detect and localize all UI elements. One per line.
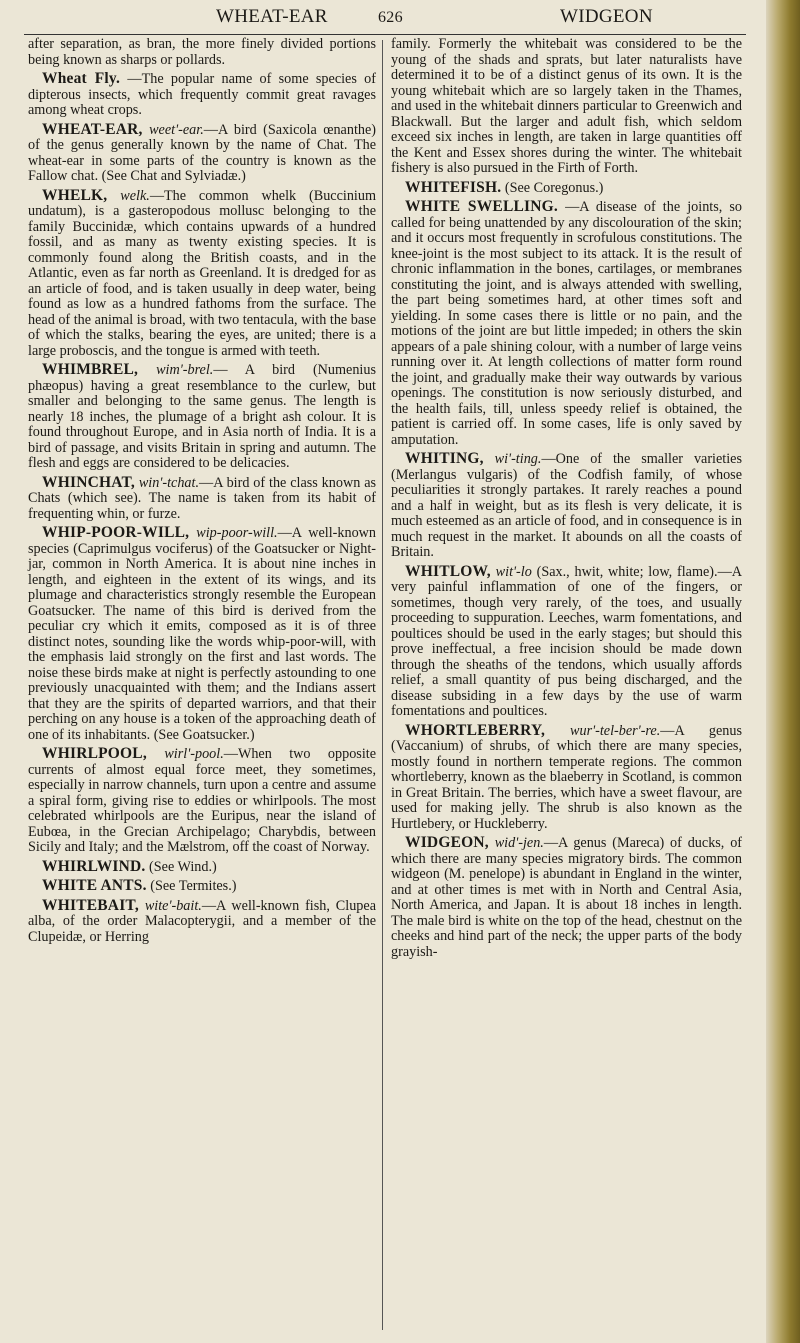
- entry-headword: Wheat Fly.: [42, 70, 121, 87]
- dictionary-entry: [391, 199, 742, 448]
- dictionary-entry: [28, 878, 376, 895]
- left-column: [28, 37, 376, 948]
- page-number: 626: [378, 9, 403, 26]
- entry-pronunciation: win'-tchat.: [138, 474, 200, 491]
- entry-text: —One of the smaller varieties (Merlangus vulgaris) of the Codfish family, of whose peculiarities it strongly partakes. It rarely reaches a pound and a half in weight, but as its flesh is very delicate, it is much esteemed as an article of food, and in consequence is in much request in the market. It abounds on all the coasts of Britain.: [391, 451, 743, 560]
- entry-headword: WHEAT-EAR,: [42, 120, 143, 138]
- entry-text: (See Wind.): [149, 858, 217, 875]
- entry-headword: WHIMBREL,: [42, 361, 139, 378]
- dictionary-entry: [28, 898, 376, 946]
- entry-headword: WHITEBAIT,: [42, 896, 139, 914]
- entry-text: after separation, as bran, the more finely divided portions being known as sharps or pollards.: [28, 36, 376, 68]
- dictionary-entry: [28, 71, 376, 119]
- entry-pronunciation: welk.: [120, 187, 150, 204]
- entry-headword: WHIRLWIND.: [42, 857, 146, 875]
- entry-pronunciation: wirl'-pool.: [164, 746, 224, 762]
- dictionary-entry: [391, 835, 742, 960]
- entry-text: (See Coregonus.): [504, 179, 604, 196]
- dictionary-entry: [391, 37, 742, 177]
- dictionary-entry: [28, 362, 376, 472]
- dictionary-entry: [391, 180, 742, 197]
- entry-text: —A well-known fish, Clupea alba, of the order Malacopterygii, and a member of the Clupeidæ, or Herring: [28, 897, 376, 945]
- running-head-right: WIDGEON: [560, 6, 653, 27]
- right-column: [391, 37, 742, 963]
- dictionary-entry: [391, 564, 742, 720]
- entry-pronunciation: wit'-lo: [495, 563, 532, 580]
- running-head-left: WHEAT-EAR: [216, 6, 328, 27]
- entry-headword: WHITE SWELLING.: [405, 198, 558, 215]
- entry-text: —A bird of the class known as Chats (which see). The name is taken from its habit of frequenting whin, or furze.: [28, 474, 377, 522]
- entry-text: —When two opposite currents of almost equal force meet, they sometimes, especially in narrow channels, turn upon a centre and assume a spiral form, giving rise to eddies or whirlpools. The most celebrated whirlpools are the Euripus, near the island of Eubœa, in the Grecian Archipelago; Charybdis, between Sicily and Italy; and the Mælstrom, off the coast of Norway.: [28, 746, 377, 855]
- entry-text: —The popular name of some species of dipterous insects, which frequently commit great ravages among wheat crops.: [28, 71, 376, 118]
- entry-pronunciation: wi'-ting.: [494, 451, 542, 467]
- dictionary-entry: [28, 859, 376, 876]
- page-edge: [766, 0, 800, 1343]
- entry-pronunciation: wim'-brel.: [156, 362, 214, 378]
- entry-pronunciation: wur'-tel-ber'-re.: [570, 722, 661, 739]
- entry-text: (See Termites.): [150, 878, 237, 894]
- entry-pronunciation: wite'-bait.: [144, 897, 202, 914]
- entry-text: — A bird (Numenius phæopus) having a great resemblance to the curlew, but smaller and belonging to the same genus. The length is nearly 18 inches, the plumage of a bright ash colour. It is found throughout Europe, and in Asia north of India. It is a bird of passage, and visits Britain in spring and autumn. The flesh and eggs are considered to be delicacies.: [28, 362, 376, 471]
- entry-text: —A genus (Mareca) of ducks, of which there are many species migratory birds. The common widgeon (M. penelope) is abundant in England in the winter, and at other times is met with in North and Central Asia, North America, and Japan. It is about 18 inches in length. The male bird is white on the top of the head, chestnut on the cheeks and hind part of the neck; the upper parts of the body grayish-: [391, 835, 743, 960]
- entry-text: (Sax., hwit, white; low, flame).—A very painful inflammation of one of the fingers, or sometimes, though very rarely, of the toes, and usually proceeding to suppuration. Leeches, warm fomentations, and poultices should be used in the early stages; but should this prove ineffectual, a free incision should be made down through the sheaths of the tendons, which usually affords relief, a small quantity of pus being discharged, and the disease subsiding in a few days by the use of warm fomentations and poultices.: [391, 563, 742, 719]
- entry-text: —A disease of the joints, so called for being unattended by any discolouration of the skin; and it occurs most frequently in scrofulous constitutions. The knee-joint is the most subject to its attack. It is the result of chronic inflammation in the bones, cartilages, or membranes constituting the joint, and is always attended with swelling, the part being sometimes hard, at other times soft and yielding. In some cases there is little or no pain, and the motions of the joint are but little impeded; in others the skin appears of a pale shining colour, with a number of large veins running over it. At length collections of matter form round the joint, and gradually make their way outwards by various openings. The constitution is now seriously disturbed, and the health fails, till, unless speedy relief is obtained, the patient is carried off. In some cases, life is only saved by amputation.: [391, 199, 743, 448]
- dictionary-entry: [28, 37, 376, 68]
- entry-text: —A bird (Saxicola œnanthe) of the genus generally known by the name of Chat. The wheat-ear in some parts of the country is known as the Fallow chat. (See Chat and Sylviadæ.): [28, 121, 377, 184]
- dictionary-entry: [28, 746, 376, 856]
- entry-headword: WHORTLEBERRY,: [405, 721, 546, 739]
- entry-headword: WHINCHAT,: [42, 473, 135, 491]
- entry-headword: WHITLOW,: [405, 562, 491, 580]
- dictionary-entry: [28, 525, 376, 743]
- entry-pronunciation: wip-poor-will.: [196, 525, 278, 541]
- entry-headword: WIDGEON,: [405, 834, 489, 851]
- header-rule: [24, 34, 746, 35]
- entry-pronunciation: weet'-ear.: [149, 121, 204, 138]
- entry-text: —A well-known species (Caprimulgus vociferus) of the Goatsucker or Night-jar, common in North America. It is about nine inches in length, and eighteen in the extent of its wings, and its plumage and characteristics strongly resemble the European Goatsucker. The name of this bird is derived from the peculiar cry which it emits, composed as it is of three distinct notes, sounding like the words whip-poor-will, with the emphasis laid strongly on the first and last words. The noise these birds make at night is perfectly astounding to one previously unacquainted with them; and the Indians assert that they are the spirits of departed warriors, and that their perching on any house is a token of the approaching death of one of its inhabitants. (See Goatsucker.): [28, 525, 377, 743]
- entry-pronunciation: wid'-jen.: [494, 835, 544, 851]
- entry-text: —The common whelk (Buccinium undatum), is a gasteropodous mollusc belonging to the family Buccinidæ, which contains upwards of a hundred fossil, and as many as twenty existing species. It is commonly found along the British coasts, and in the Atlantic, even as far north as Greenland. It is dredged for as an article of food, and is taken usually in deep water, being found as low as a hundred fathoms from the surface. The head of the animal is broad, with two tentacula, with the base of which the stalks, bearing the eyes, are united; there is a large proboscis, and the tongue is armed with teeth.: [28, 187, 376, 359]
- entry-headword: WHELK,: [42, 186, 108, 204]
- dictionary-entry: [391, 723, 742, 833]
- entry-headword: WHIP-POOR-WILL,: [42, 524, 190, 541]
- entry-headword: WHITE ANTS.: [42, 877, 147, 894]
- dictionary-entry: [28, 122, 376, 185]
- entry-text: —A genus (Vaccanium) of shrubs, of which there are many species, mostly found in northern temperate regions. The common whortleberry, known as the blaeberry in Scotland, is common in Great Britain. The berries, which have a sweet flavour, are used for making jelly. The shrub is also known as the Hurtlebery, or Huckleberry.: [391, 722, 742, 832]
- entry-headword: WHITING,: [405, 450, 484, 467]
- column-divider: [382, 40, 383, 1330]
- entry-headword: WHIRLPOOL,: [42, 745, 147, 762]
- entry-text: family. Formerly the whitebait was considered to be the young of the shads and sprats, but later naturalists have determined it to be of a distinct genus of its own. It is the young whitebait which are so largely taken in the Thames, and used in the whitebait dinners particular to Greenwich and Blackwall. But the larger and adult fish, which seldom exceed six inches in length, are taken in large quantities off the Kent and Essex shores during the winter. The whitebait fishery is also pursued in the Firth of Forth.: [391, 36, 742, 176]
- entry-headword: WHITEFISH.: [405, 178, 502, 196]
- dictionary-entry: [28, 188, 376, 360]
- dictionary-entry: [391, 451, 742, 561]
- dictionary-entry: [28, 475, 376, 523]
